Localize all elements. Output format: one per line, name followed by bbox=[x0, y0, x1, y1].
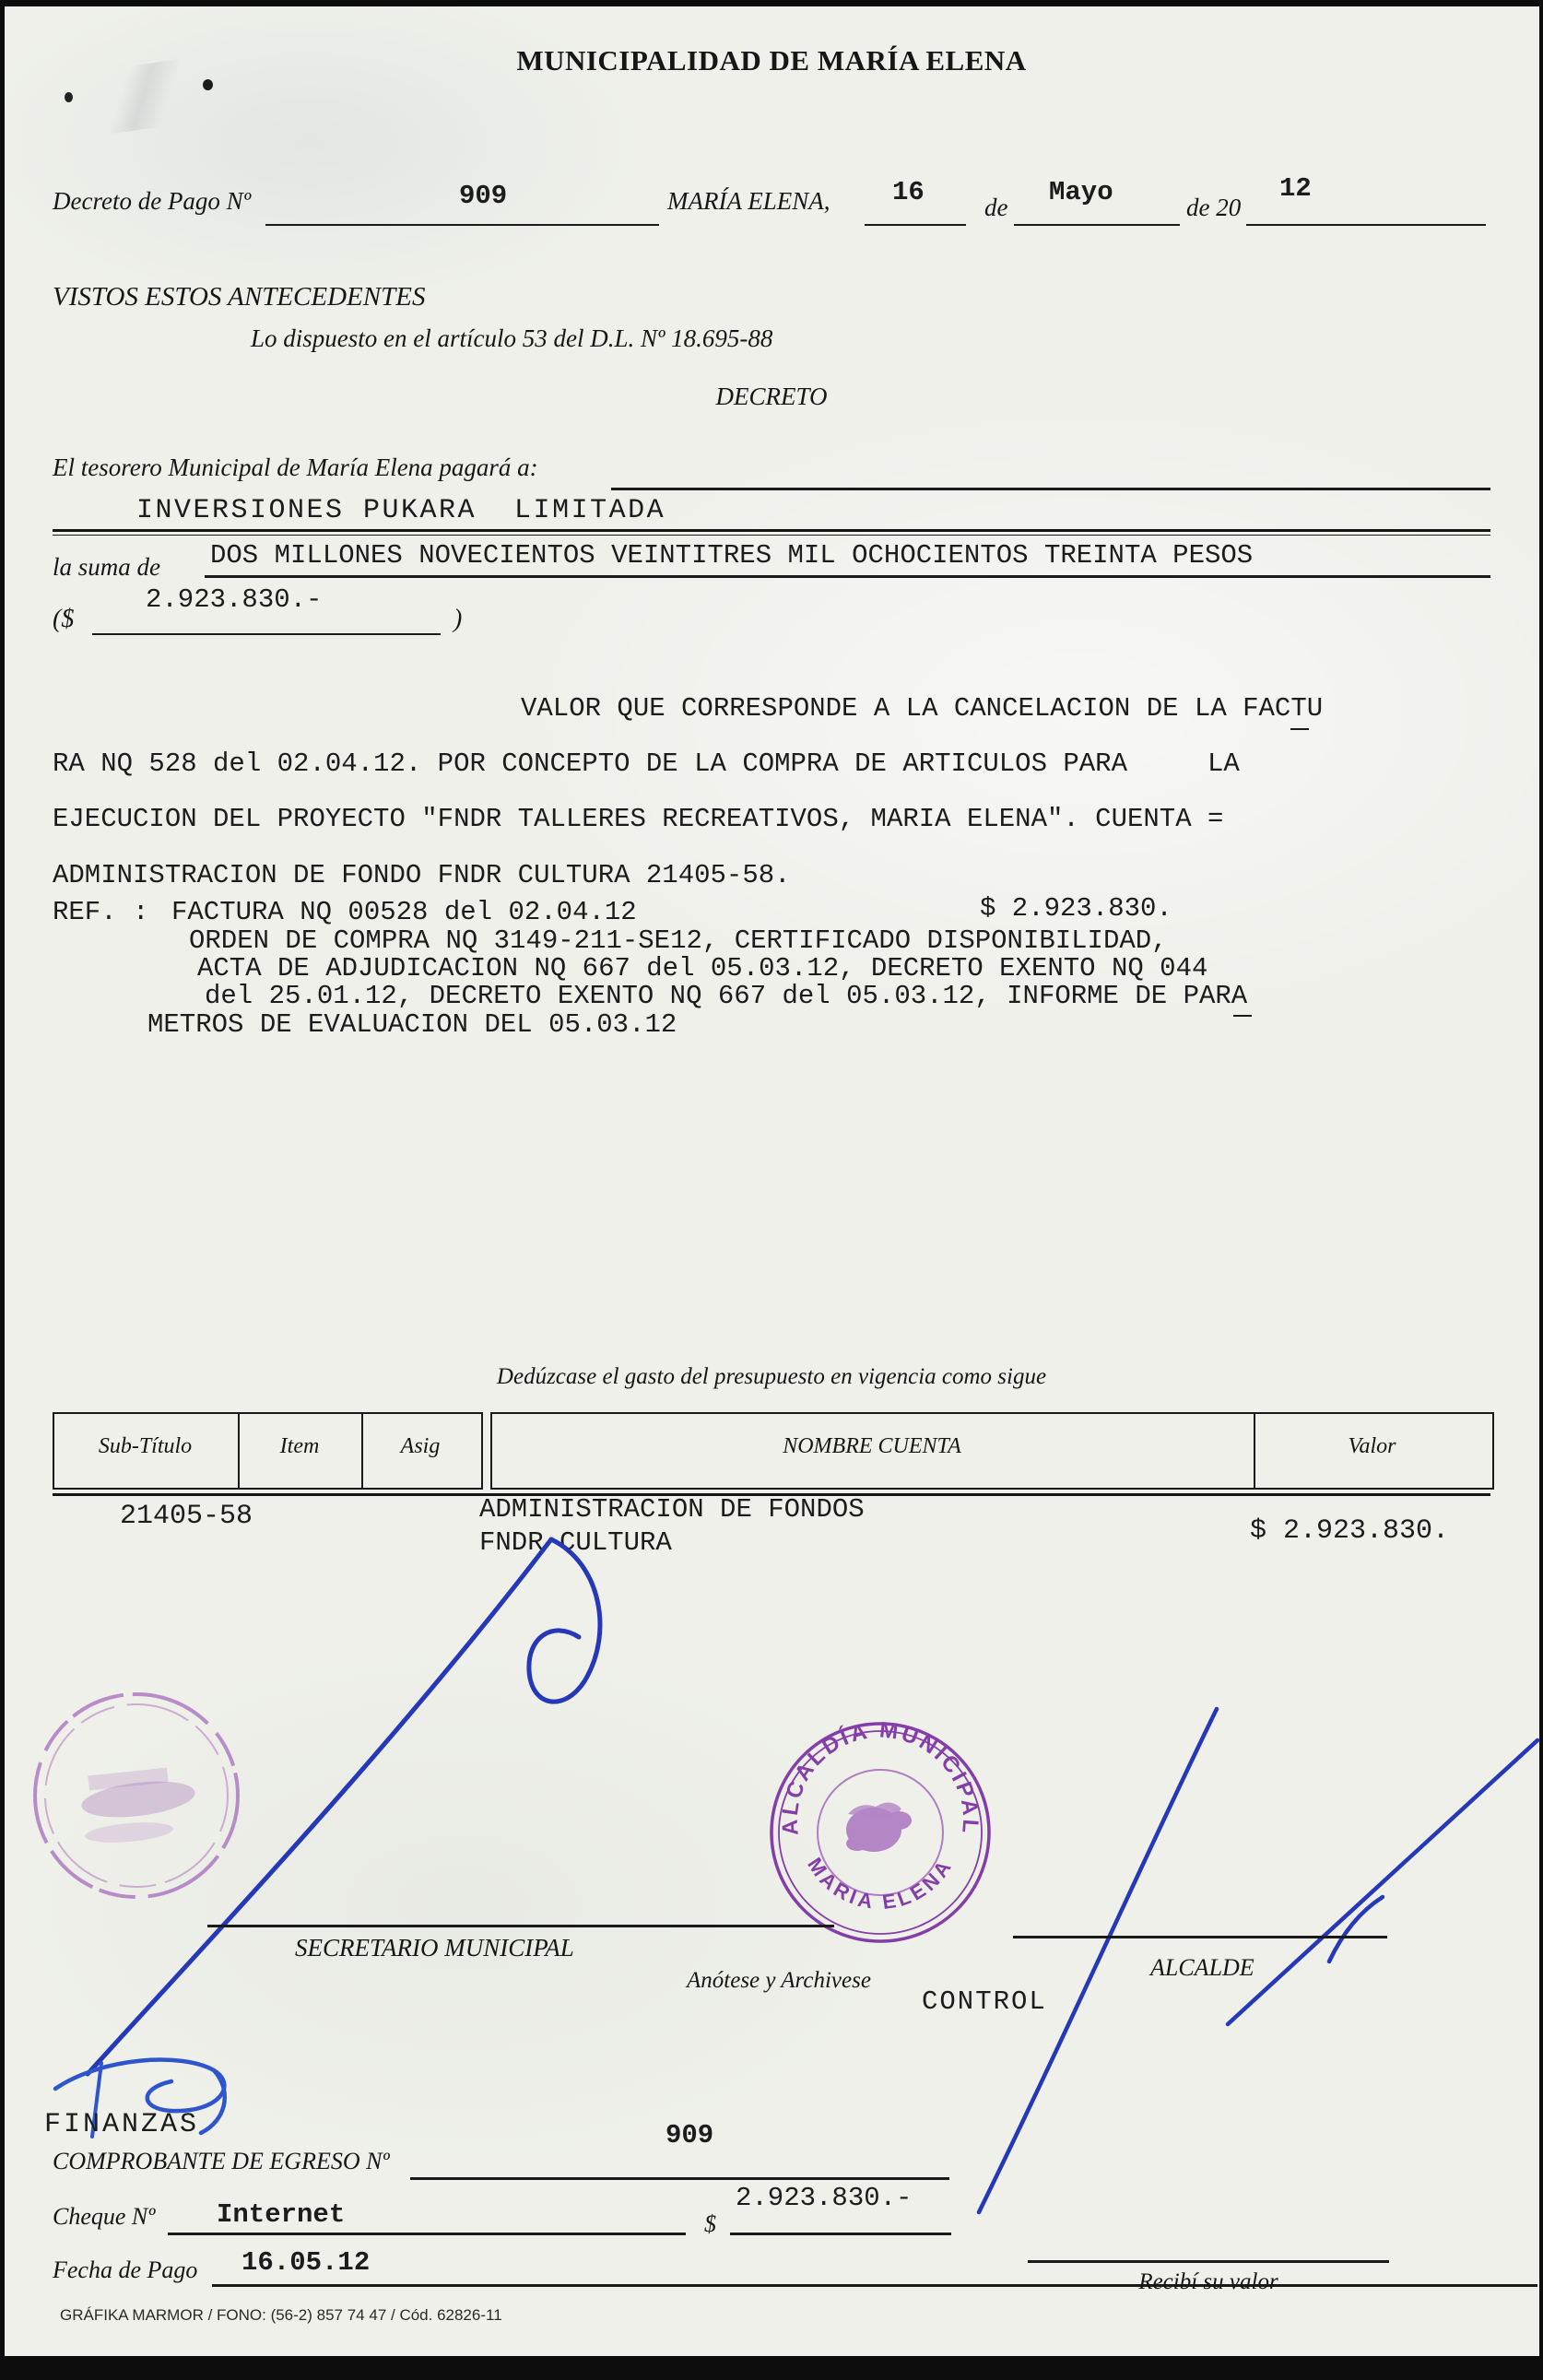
vistos-heading: VISTOS ESTOS ANTECEDENTES bbox=[53, 282, 426, 312]
comprobante-underline bbox=[410, 2177, 949, 2180]
cheque-amount-value: 2.923.830.- bbox=[736, 2183, 913, 2213]
decree-month-underline bbox=[1014, 224, 1180, 226]
payee-label: El tesorero Municipal de María Elena pagará a: bbox=[53, 454, 538, 481]
sum-words: DOS MILLONES NOVECIENTOS VEINTITRES MIL OCHOCIENTOS TREINTA PESOS bbox=[210, 540, 1254, 571]
fecha-pago-label: Fecha de Pago bbox=[53, 2256, 198, 2283]
secretario-signature-loop bbox=[529, 1539, 600, 1702]
payee-underline-3 bbox=[53, 535, 1490, 536]
scan-edge-left bbox=[0, 0, 5, 2380]
ref-line-2: ORDEN DE COMPRA NQ 3149-211-SE12, CERTIFICADO DISPONIBILIDAD, bbox=[189, 925, 1168, 956]
table-header-asig: Asig bbox=[400, 1434, 441, 1458]
row-cuenta-line2: FNDR CULTURA bbox=[479, 1527, 672, 1558]
scan-edge-top bbox=[0, 0, 1543, 6]
anotese-label: Anótese y Archivese bbox=[687, 1968, 871, 1993]
ref-line-4: del 25.01.12, DECRETO EXENTO NQ 667 del 05.03.12, INFORME DE PARA bbox=[205, 981, 1248, 1011]
hyphen-underline-para bbox=[1233, 1015, 1252, 1017]
amount-typed: 2.923.830.- bbox=[146, 584, 323, 615]
secretario-signature bbox=[88, 1539, 551, 2074]
decree-month-value: Mayo bbox=[1049, 177, 1113, 207]
body-line-1: VALOR QUE CORRESPONDE A LA CANCELACION DE LA FACTU bbox=[521, 693, 1324, 724]
recibi-label: Recibí su valor bbox=[1138, 2269, 1278, 2294]
alcalde-label: ALCALDE bbox=[1150, 1954, 1254, 1981]
scan-edge-right bbox=[1539, 0, 1543, 2380]
sum-underline bbox=[205, 575, 1490, 578]
table-header-nombre-cuenta: NOMBRE CUENTA bbox=[783, 1434, 961, 1458]
printer-info: GRÁFIKA MARMOR / FONO: (56-2) 857 74 47 / Cód. 62826-11 bbox=[60, 2306, 502, 2324]
alcalde-signature-tick bbox=[1329, 1897, 1383, 1962]
ref-label: REF. : bbox=[53, 897, 149, 927]
alcaldia-municipal-stamp bbox=[772, 1717, 989, 1941]
cheque-label: Cheque Nº bbox=[53, 2203, 156, 2230]
table-header-valor: Valor bbox=[1348, 1434, 1396, 1458]
decree-year-prefix: de 20 bbox=[1186, 194, 1242, 221]
comprobante-label: COMPROBANTE DE EGRESO Nº bbox=[53, 2148, 390, 2174]
paren-open: ($ bbox=[53, 605, 75, 633]
secretario-municipal-stamp bbox=[35, 1694, 238, 1897]
row-cuenta-line1: ADMINISTRACION DE FONDOS bbox=[479, 1494, 865, 1525]
secretario-line bbox=[207, 1925, 834, 1927]
vistos-citation: Lo dispuesto en el artículo 53 del D.L. Nº 18.695-88 bbox=[251, 324, 773, 352]
table-header-subtitulo: Sub-Título bbox=[98, 1434, 193, 1458]
row-subtitulo-value: 21405-58 bbox=[120, 1501, 253, 1532]
decree-de-label: de bbox=[984, 194, 1008, 221]
body-line-2: RA NQ 528 del 02.04.12. POR CONCEPTO DE LA COMPRA DE ARTICULOS PARA LA bbox=[53, 748, 1240, 779]
payee-underline-1 bbox=[611, 488, 1490, 490]
decreto-heading: DECRETO bbox=[715, 383, 828, 410]
stamp-top-arc-text: ALCALDÍA MUNICIPAL bbox=[777, 1717, 984, 1837]
decree-year-underline bbox=[1246, 224, 1486, 226]
ref-line-1: FACTURA NQ 00528 del 02.04.12 bbox=[171, 897, 637, 927]
decree-number-value: 909 bbox=[459, 181, 508, 211]
scan-edge-bottom bbox=[0, 2356, 1543, 2380]
body-line-4: ADMINISTRACION DE FONDO FNDR CULTURA 21405-58. bbox=[53, 860, 791, 890]
payee-name: INVERSIONES PUKARA LIMITADA bbox=[136, 495, 666, 526]
decree-place: MARÍA ELENA, bbox=[667, 187, 830, 215]
svg-text:MARIA ELENA bbox=[803, 1854, 958, 1914]
finanzas-label: FINANZAS bbox=[44, 2109, 200, 2140]
payee-underline-2 bbox=[53, 529, 1490, 532]
decree-day-underline bbox=[865, 224, 966, 226]
cheque-dollar-sign: $ bbox=[704, 2210, 716, 2237]
control-label: CONTROL bbox=[922, 1986, 1047, 2017]
deduction-caption: Dedúzcase el gasto del presupuesto en vigencia como sigue bbox=[496, 1364, 1047, 1389]
amount-underline bbox=[92, 633, 441, 635]
ref-line-3: ACTA DE ADJUDICACION NQ 667 del 05.03.12, DECRETO EXENTO NQ 044 bbox=[197, 953, 1208, 984]
fecha-pago-value: 16.05.12 bbox=[241, 2247, 371, 2278]
stamp-emblem bbox=[846, 1802, 912, 1852]
secretario-label: SECRETARIO MUNICIPAL bbox=[295, 1934, 574, 1962]
decree-day-value: 16 bbox=[892, 177, 925, 207]
svg-text:ALCALDÍA MUNICIPAL bbox=[778, 1717, 984, 1836]
signature-strokes bbox=[55, 1539, 1537, 2212]
decree-number-label: Decreto de Pago Nº bbox=[53, 187, 252, 215]
decree-number-underline bbox=[265, 224, 659, 226]
alcalde-signature bbox=[1228, 1740, 1537, 2024]
comprobante-value: 909 bbox=[665, 2120, 714, 2150]
ref-amount: $ 2.923.830. bbox=[980, 893, 1172, 924]
alcalde-line bbox=[1013, 1936, 1387, 1938]
recibi-line bbox=[1028, 2260, 1389, 2263]
cheque-underline bbox=[168, 2233, 686, 2235]
paren-close: ) bbox=[453, 605, 463, 633]
document-title: MUNICIPALIDAD DE MARÍA ELENA bbox=[516, 44, 1027, 77]
sum-label: la suma de bbox=[53, 553, 160, 581]
stamp-bottom-arc-text: MARIA ELENA bbox=[803, 1853, 958, 1915]
cheque-value: Internet bbox=[217, 2199, 346, 2230]
cheque-amount-underline bbox=[730, 2233, 951, 2235]
hyphen-underline-factu bbox=[1290, 728, 1309, 730]
decree-year-value: 12 bbox=[1279, 173, 1312, 204]
body-line-3: EJECUCION DEL PROYECTO "FNDR TALLERES RECREATIVOS, MARIA ELENA". CUENTA = bbox=[53, 804, 1224, 834]
table-header-item: Item bbox=[279, 1434, 320, 1458]
ref-line-5: METROS DE EVALUACION DEL 05.03.12 bbox=[147, 1009, 677, 1040]
row-valor-value: $ 2.923.830. bbox=[1250, 1515, 1450, 1547]
